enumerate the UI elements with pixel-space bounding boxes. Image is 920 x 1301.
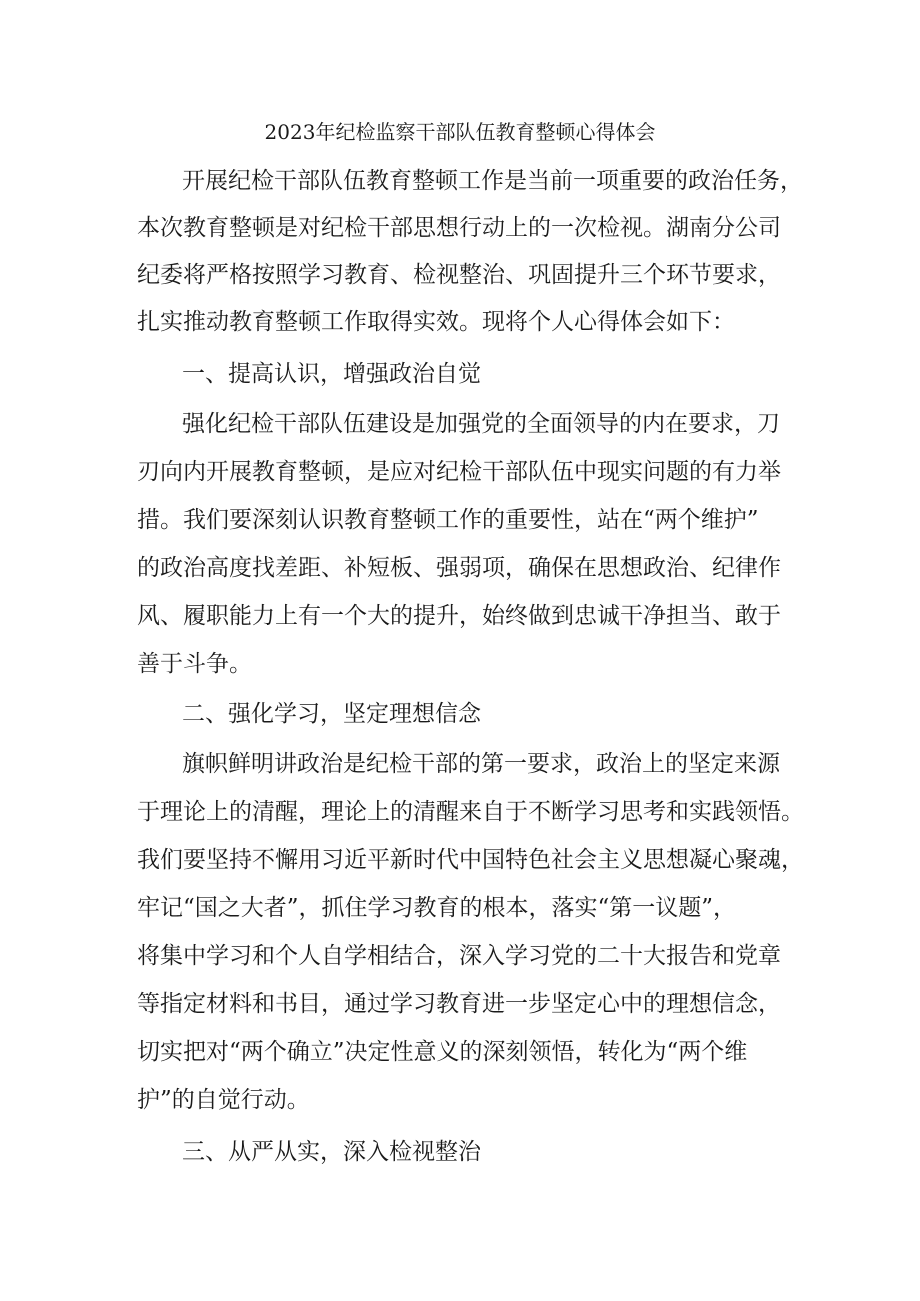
paragraph-line: 善于斗争。	[137, 651, 252, 677]
paragraph-line: 护”的自觉行动。	[137, 1087, 310, 1113]
paragraph-line: 开展纪检干部队伍教育整顿工作是当前一项重要的政治任务，	[182, 168, 803, 194]
section-heading: 二、强化学习，坚定理想信念	[182, 701, 481, 727]
paragraph-line: 我们要坚持不懈用习近平新时代中国特色社会主义思想凝心聚魂，	[137, 847, 804, 873]
paragraph-line: 的政治高度找差距、补短板、强弱项，确保在思想政治、纪律作	[137, 555, 781, 581]
paragraph-line: 措。我们要深刻认识教育整顿工作的重要性，站在“两个维护”	[137, 507, 759, 533]
paragraph-line: 旗帜鲜明讲政治是纪检干部的第一要求，政治上的坚定来源	[182, 751, 780, 777]
paragraph-line: 纪委将严格按照学习教育、检视整治、巩固提升三个环节要求，	[137, 262, 781, 288]
paragraph-line: 强化纪检干部队伍建设是加强党的全面领导的内在要求，刀	[182, 411, 780, 437]
paragraph-line: 将集中学习和个人自学相结合，深入学习党的二十大报告和党章	[137, 943, 781, 969]
paragraph-line: 牢记“国之大者”，抓住学习教育的根本，落实“第一议题”，	[137, 895, 737, 921]
paragraph-line: 扎实推动教育整顿工作取得实效。现将个人心得体会如下：	[137, 309, 735, 335]
section-heading: 一、提高认识，增强政治自觉	[182, 361, 481, 387]
paragraph-line: 风、履职能力上有一个大的提升，始终做到忠诚干净担当、敢于	[137, 603, 781, 629]
paragraph-line: 切实把对“两个确立”决定性意义的深刻领悟，转化为“两个维	[137, 1039, 748, 1065]
paragraph-line: 刃向内开展教育整顿，是应对纪检干部队伍中现实问题的有力举	[137, 459, 781, 485]
document-title: 2023年纪检监察干部队伍教育整顿心得体会	[264, 120, 656, 144]
paragraph-line: 本次教育整顿是对纪检干部思想行动上的一次检视。湖南分公司	[137, 215, 781, 241]
section-heading: 三、从严从实，深入检视整治	[182, 1139, 481, 1165]
paragraph-line: 于理论上的清醒，理论上的清醒来自于不断学习思考和实践领悟。	[137, 799, 804, 825]
paragraph-line: 等指定材料和书目，通过学习教育进一步坚定心中的理想信念，	[137, 991, 781, 1017]
